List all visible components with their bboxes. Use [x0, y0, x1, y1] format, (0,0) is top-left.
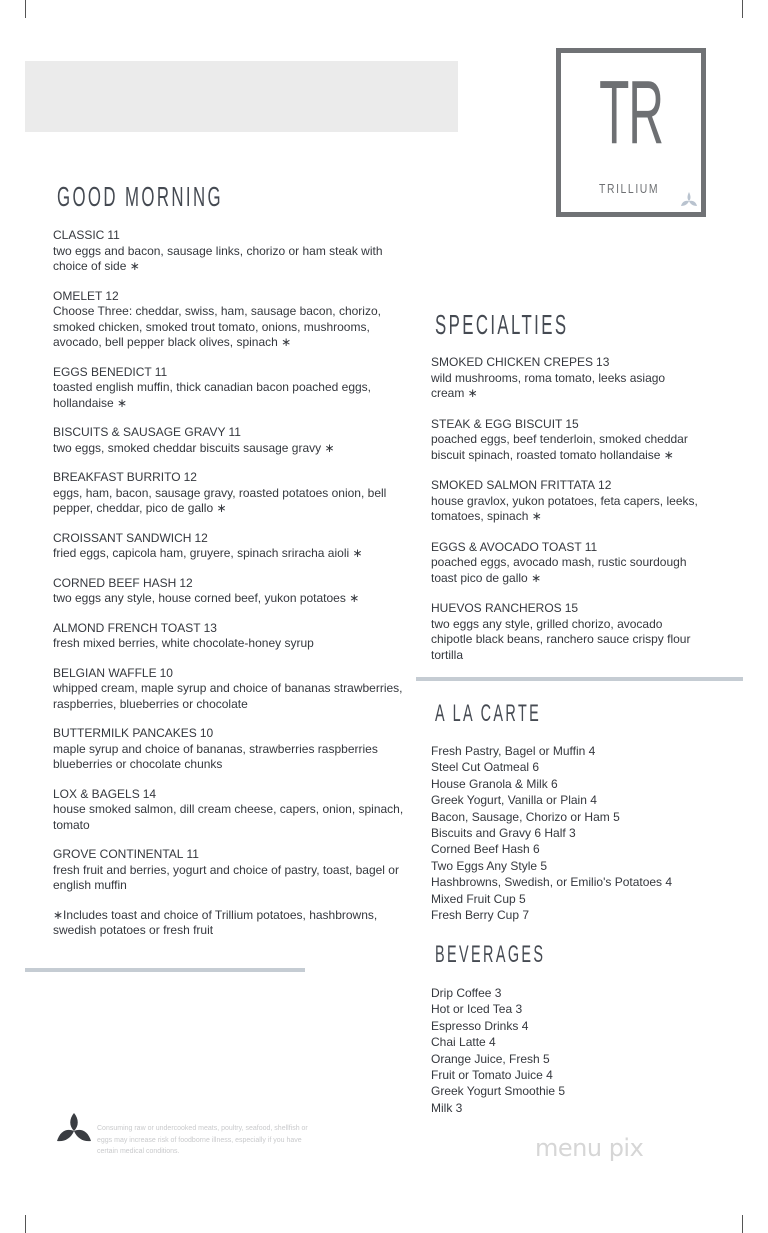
list-item: Hot or Iced Tea 3 — [431, 1002, 523, 1017]
item-name: HUEVOS RANCHEROS — [431, 601, 562, 615]
item-price: 15 — [564, 601, 579, 615]
crop-mark — [742, 1215, 743, 1233]
menu-item — [53, 576, 408, 607]
menu-item — [53, 425, 408, 456]
item-name: BUTTERMILK PANCAKES — [53, 726, 197, 740]
item-description: two eggs, smoked cheddar biscuits sausage gravy ∗ — [53, 440, 335, 455]
menu-item — [53, 365, 408, 412]
item-name: EGGS & AVOCADO TOAST — [431, 539, 582, 554]
menu-item — [53, 787, 408, 834]
item-description: whipped cream, maple syrup and choice of bananas strawberries, raspberries, blueberries or chocolate — [53, 681, 403, 711]
item-price: 12 — [183, 470, 197, 484]
item-price: 12 — [598, 478, 612, 492]
item-description: wild mushrooms, roma tomato, leeks asiago cream ∗ — [431, 370, 666, 400]
menu-item — [53, 289, 408, 351]
item-description: poached eggs, avocado mash, rustic sourdough toast pico de gallo ∗ — [431, 555, 687, 585]
item-description: maple syrup and choice of bananas, strawberries raspberries blueberries or chocolate chunks — [53, 741, 378, 771]
trillium-leaf-icon — [679, 190, 699, 208]
beverages-list — [431, 985, 731, 1116]
item-price: 15 — [565, 416, 579, 431]
item-price: 12 — [179, 575, 193, 590]
item-name: CLASSIC — [53, 228, 105, 242]
list-item: Bacon, Sausage, Chorizo or Ham 5 — [431, 809, 620, 824]
item-price: 13 — [596, 355, 610, 369]
header-band — [25, 61, 458, 132]
item-price: 13 — [203, 620, 217, 635]
beverages-title: BEVERAGES — [435, 941, 546, 968]
item-price: 11 — [154, 364, 168, 379]
logo-wordmark: TRILLIUM — [599, 181, 660, 196]
item-price: 11 — [186, 847, 199, 861]
trillium-logo — [556, 48, 706, 217]
item-name: OMELET — [53, 288, 103, 303]
menu-item — [431, 601, 701, 663]
menu-note: ∗Includes toast and choice of Trillium potatoes, hashbrowns, swedish potatoes or fresh fruit — [53, 907, 378, 937]
list-item: Hashbrowns, Swedish, or Emilio's Potatoes 4 — [431, 875, 673, 890]
trillium-flower-icon — [55, 1111, 93, 1147]
item-price: 10 — [159, 665, 173, 680]
crop-mark — [25, 0, 26, 18]
item-price: 10 — [199, 726, 214, 740]
a-la-carte-list — [431, 743, 731, 923]
item-price: 11 — [107, 228, 120, 242]
list-item: Two Eggs Any Style 5 — [431, 858, 548, 873]
item-description: fried eggs, capicola ham, gruyere, spinach sriracha aioli ∗ — [53, 546, 363, 560]
item-name: CROISSANT SANDWICH — [53, 530, 192, 545]
menu-item — [53, 621, 408, 652]
item-description: two eggs any style, house corned beef, yukon potatoes ∗ — [53, 591, 360, 605]
list-item: Chai Latte 4 — [431, 1035, 496, 1050]
item-name: GROVE CONTINENTAL — [53, 847, 184, 861]
menu-item — [431, 540, 701, 587]
item-description: fresh mixed berries, white chocolate-honey syrup — [53, 636, 314, 650]
item-price: 11 — [228, 425, 241, 439]
list-item: Greek Yogurt, Vanilla or Plain 4 — [431, 793, 597, 808]
item-description: two eggs and bacon, sausage links, chorizo or ham steak with choice of side ∗ — [53, 243, 383, 273]
list-item: Fresh Pastry, Bagel or Muffin 4 — [431, 744, 596, 758]
list-item: Orange Juice, Fresh 5 — [431, 1051, 550, 1066]
item-name: STEAK & EGG BISCUIT — [431, 416, 563, 431]
item-name: CORNED BEEF HASH — [53, 575, 177, 590]
list-item: Mixed Fruit Cup 5 — [431, 891, 526, 906]
list-item: Greek Yogurt Smoothie 5 — [431, 1084, 566, 1099]
item-description: Choose Three: cheddar, swiss, ham, sausage bacon, chorizo, smoked chicken, smoked trout tomato, onions, mushrooms, avocado, bell pepper black olives, spinach ∗ — [53, 304, 381, 349]
list-item: Espresso Drinks 4 — [431, 1018, 529, 1033]
menu-item — [53, 666, 408, 713]
list-item: Steel Cut Oatmeal 6 — [431, 760, 540, 775]
a-la-carte-title: A LA CARTE — [435, 700, 542, 727]
item-description: house gravlox, yukon potatoes, feta capers, leeks, tomatoes, spinach ∗ — [431, 493, 698, 523]
specialties-list — [431, 355, 701, 663]
item-name: BREAKFAST BURRITO — [53, 470, 181, 484]
item-name: BISCUITS & SAUSAGE GRAVY — [53, 425, 226, 439]
item-price: 14 — [142, 786, 157, 801]
list-item: Fruit or Tomato Juice 4 — [431, 1068, 553, 1083]
menu-item — [431, 355, 701, 402]
menu-item — [431, 478, 701, 525]
list-item: Drip Coffee 3 — [431, 986, 502, 1000]
list-item: House Granola & Milk 6 — [431, 776, 558, 791]
list-item: Milk 3 — [431, 1100, 463, 1115]
item-price: 12 — [105, 288, 119, 303]
item-name: SMOKED SALMON FRITTATA — [431, 478, 596, 492]
logo-monogram: TR — [599, 63, 663, 163]
item-description: two eggs any style, grilled chorizo, avocado chipotle black beans, ranchero sauce crispy flour tortilla — [431, 616, 691, 662]
menu-item — [53, 470, 408, 517]
good-morning-title: GOOD MORNING — [57, 181, 224, 212]
specialties-title: SPECIALTIES — [435, 309, 569, 340]
item-price: 11 — [584, 539, 598, 554]
menu-item — [431, 417, 701, 464]
item-price: 12 — [194, 530, 208, 545]
menu-item — [53, 726, 408, 773]
item-name: SMOKED CHICKEN CREPES — [431, 355, 594, 369]
item-description: poached eggs, beef tenderloin, smoked cheddar biscuit spinach, roasted tomato hollandaise ∗ — [431, 432, 688, 462]
item-description: toasted english muffin, thick canadian bacon poached eggs, hollandaise ∗ — [53, 380, 371, 410]
food-safety-disclaimer: Consuming raw or undercooked meats, poultry, seafood, shellfish or eggs may increase risk of foodborne illness, especially if you have certain medical conditions. — [97, 1125, 308, 1155]
item-name: LOX & BAGELS — [53, 786, 140, 801]
crop-mark — [742, 0, 743, 18]
divider — [25, 968, 305, 972]
crop-mark — [25, 1215, 26, 1233]
list-item: Corned Beef Hash 6 — [431, 842, 540, 857]
menu-item — [53, 847, 408, 894]
item-description: house smoked salmon, dill cream cheese, capers, onion, spinach, tomato — [53, 802, 404, 832]
item-name: EGGS BENEDICT — [53, 364, 152, 379]
item-description: eggs, ham, bacon, sausage gravy, roasted potatoes onion, bell pepper, cheddar, pico de gallo ∗ — [53, 485, 387, 515]
list-item: Biscuits and Gravy 6 Half 3 — [431, 826, 576, 841]
divider — [416, 677, 743, 681]
menupix-watermark: menu pix — [535, 1134, 644, 1162]
item-description: fresh fruit and berries, yogurt and choice of pastry, toast, bagel or english muffin — [53, 862, 399, 892]
list-item: Fresh Berry Cup 7 — [431, 908, 530, 923]
menu-item — [53, 531, 408, 562]
item-name: BELGIAN WAFFLE — [53, 665, 157, 680]
menu-item — [53, 228, 408, 275]
item-name: ALMOND FRENCH TOAST — [53, 620, 201, 635]
good-morning-list — [53, 228, 408, 939]
